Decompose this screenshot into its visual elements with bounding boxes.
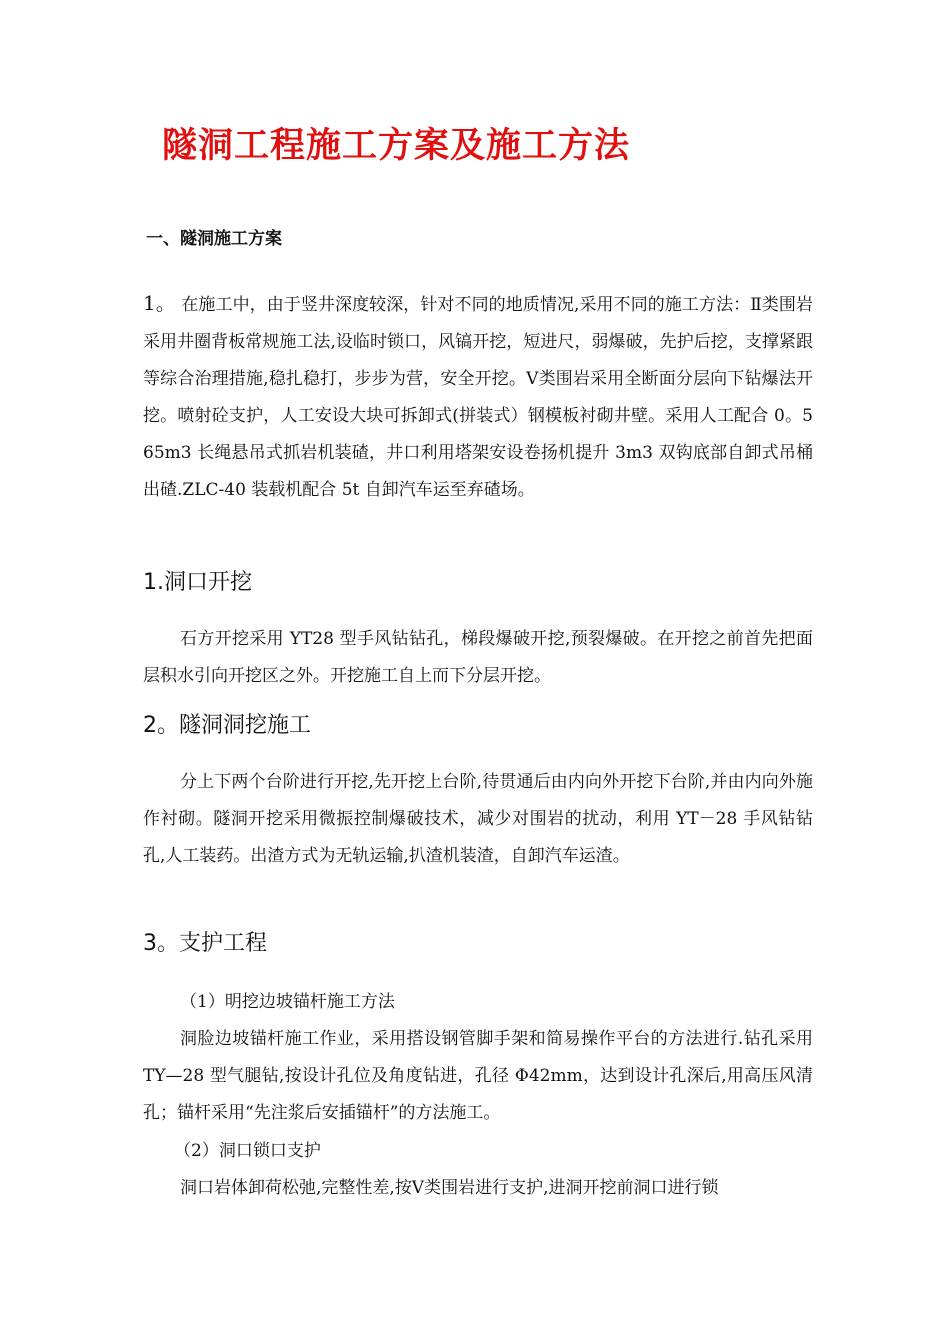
heading-support-works: 3。支护工程 (143, 931, 267, 956)
document-title: 隧洞工程施工方案及施工方法 (162, 126, 631, 166)
paragraph-text: 在施工中，由于竖井深度较深，针对不同的地质情况,采用不同的施工方法：Ⅱ类围岩采用井圈背板常规施工法,设临时锁口，风镐开挖，短进尺，弱爆破，先护后挖，支撑紧跟等综合治理措施,稳扎稳打，步步为营，安全开挖。Ⅴ类围岩采用全断面分层向下钻爆法开挖。喷射砼支护，人工安设大块可拆卸式(拼装式）钢模板衬砌井壁。采用人工配合 0。565m3 长绳悬吊式抓岩机装碴，井口利用塔架安设卷扬机提升 3m3 双钩底部自卸式吊桶出碴.ZLC-40 装载机配合 5t 自卸汽车运至弃碴场。 (143, 295, 813, 500)
paragraph-construction-overview (143, 285, 813, 509)
section-heading: 一、隧洞施工方案 (146, 229, 282, 249)
subheading-portal-lock: （2）洞口锁口支护 (174, 1141, 321, 1161)
subheading-slope-anchor: （1）明挖边坡锚杆施工方法 (180, 992, 395, 1012)
paragraph-slope-anchor: 洞脸边坡锚杆施工作业，采用搭设钢管脚手架和简易操作平台的方法进行.钻孔采用 TY—28 型气腿钻,按设计孔位及角度钻进，孔径 Φ42mm，达到设计孔深后,用高压风清孔；锚杆采用“先注浆后安插锚杆”的方法施工。 (143, 1029, 813, 1123)
paragraph-portal-excavation: 石方开挖采用 YT28 型手风钻钻孔，梯段爆破开挖,预裂爆破。在开挖之前首先把面层积水引向开挖区之外。开挖施工自上而下分层开挖。 (143, 629, 813, 686)
heading-tunnel-excavation: 2。隧洞洞挖施工 (143, 713, 311, 738)
paragraph-tunnel-excavation: 分上下两个台阶进行开挖,先开挖上台阶,待贯通后由内向外开挖下台阶,并由内向外施作衬砌。隧洞开挖采用微振控制爆破技术，减少对围岩的扰动，利用 YT－28 手风钻钻孔,人工装药。出渣方式为无轨运输,扒渣机装渣，自卸汽车运渣。 (143, 772, 813, 866)
heading-portal-excavation: 1.洞口开挖 (143, 570, 252, 595)
paragraph-number: 1。 (143, 291, 176, 315)
paragraph-portal-lock: 洞口岩体卸荷松弛,完整性差,按Ⅴ类围岩进行支护,进洞开挖前洞口进行锁 (180, 1178, 719, 1198)
